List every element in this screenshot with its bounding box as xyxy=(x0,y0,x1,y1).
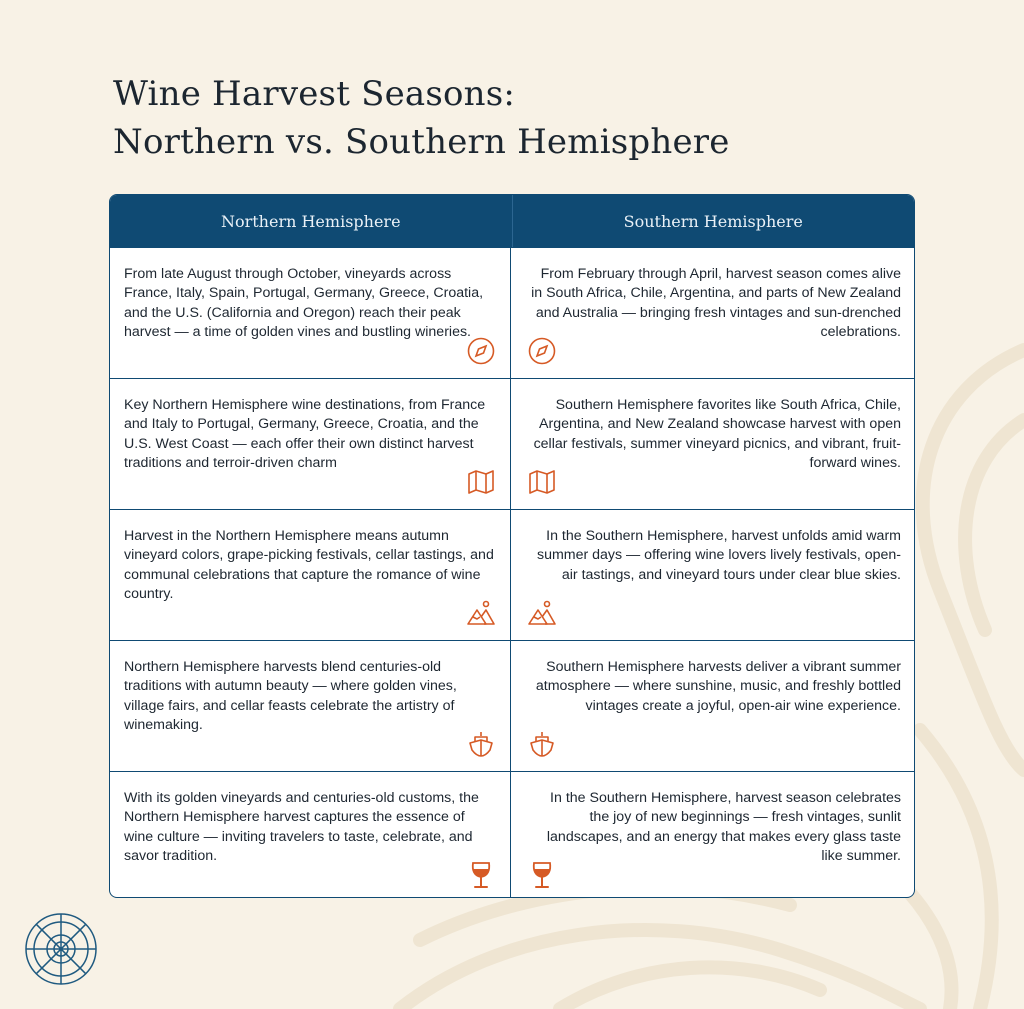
compass-rose-logo xyxy=(24,912,98,986)
table-row xyxy=(110,247,914,378)
title-line-2: Northern vs. Southern Hemisphere xyxy=(113,122,730,162)
page-title xyxy=(113,70,730,166)
southern-cell xyxy=(511,641,914,771)
northern-cell xyxy=(110,641,511,771)
northern-cell xyxy=(110,510,511,640)
mountains-icon xyxy=(527,598,557,628)
southern-text: In the Southern Hemisphere, harvest season celebrates the joy of new beginnings — fresh vintages, sunlit landscapes, and an energy that makes every glass taste like summer. xyxy=(546,790,901,864)
southern-cell xyxy=(511,772,914,898)
northern-text: Key Northern Hemisphere wine destinations, from France and Italy to Portugal, Germany, Greece, Croatia, and the U.S. West Coast — each offer their own distinct harvest traditions and terroir-driven charm xyxy=(124,397,486,471)
map-icon xyxy=(466,467,496,497)
table-row xyxy=(110,509,914,640)
southern-cell xyxy=(511,248,914,378)
table-row xyxy=(110,378,914,509)
northern-text: From late August through October, vineyards across France, Italy, Spain, Portugal, Germany, Greece, Croatia, and the U.S. (California and Oregon) reach their peak harvest — a time of golden vines and bustling wineries. xyxy=(124,266,484,340)
northern-cell xyxy=(110,772,511,898)
wine-glass-icon xyxy=(466,860,496,890)
ship-icon xyxy=(466,729,496,759)
ship-icon xyxy=(527,729,557,759)
compass-icon xyxy=(466,336,496,366)
northern-cell xyxy=(110,379,511,509)
table-header xyxy=(110,195,914,247)
northern-text: Harvest in the Northern Hemisphere means autumn vineyard colors, grape-picking festivals, cellar tastings, and communal celebrations that capture the romance of wine country. xyxy=(124,528,494,602)
southern-text: From February through April, harvest season comes alive in South Africa, Chile, Argentina, and parts of New Zealand and Australia — bringing fresh vintages and sun-drenched celebrations. xyxy=(531,266,901,340)
northern-text: Northern Hemisphere harvests blend centuries-old traditions with autumn beauty — where golden vines, village fairs, and cellar feasts celebrate the artistry of winemaking. xyxy=(124,659,457,733)
mountains-icon xyxy=(466,598,496,628)
southern-cell xyxy=(511,379,914,509)
comparison-table xyxy=(109,194,915,898)
table-row xyxy=(110,771,914,898)
table-row xyxy=(110,640,914,771)
header-southern-hemisphere: Southern Hemisphere xyxy=(512,195,915,247)
header-northern-hemisphere: Northern Hemisphere xyxy=(220,211,401,231)
compass-icon xyxy=(527,336,557,366)
map-icon xyxy=(527,467,557,497)
title-line-1: Wine Harvest Seasons: xyxy=(113,74,516,114)
southern-text: Southern Hemisphere favorites like South Africa, Chile, Argentina, and New Zealand showcase harvest with open cellar festivals, summer vineyard picnics, and vibrant, fruit-forward wines. xyxy=(533,397,901,471)
southern-cell xyxy=(511,510,914,640)
northern-cell xyxy=(110,248,511,378)
southern-text: Southern Hemisphere harvests deliver a vibrant summer atmosphere — where sunshine, music, and freshly bottled vintages create a joyful, open-air wine experience. xyxy=(535,659,901,714)
wine-glass-icon xyxy=(527,860,557,890)
northern-text: With its golden vineyards and centuries-old customs, the Northern Hemisphere harvest captures the essence of wine culture — inviting travelers to taste, celebrate, and savor tradition. xyxy=(124,790,479,864)
southern-text: In the Southern Hemisphere, harvest unfolds amid warm summer days — offering wine lovers lively festivals, open-air tastings, and vineyard tours under clear blue skies. xyxy=(536,528,901,583)
